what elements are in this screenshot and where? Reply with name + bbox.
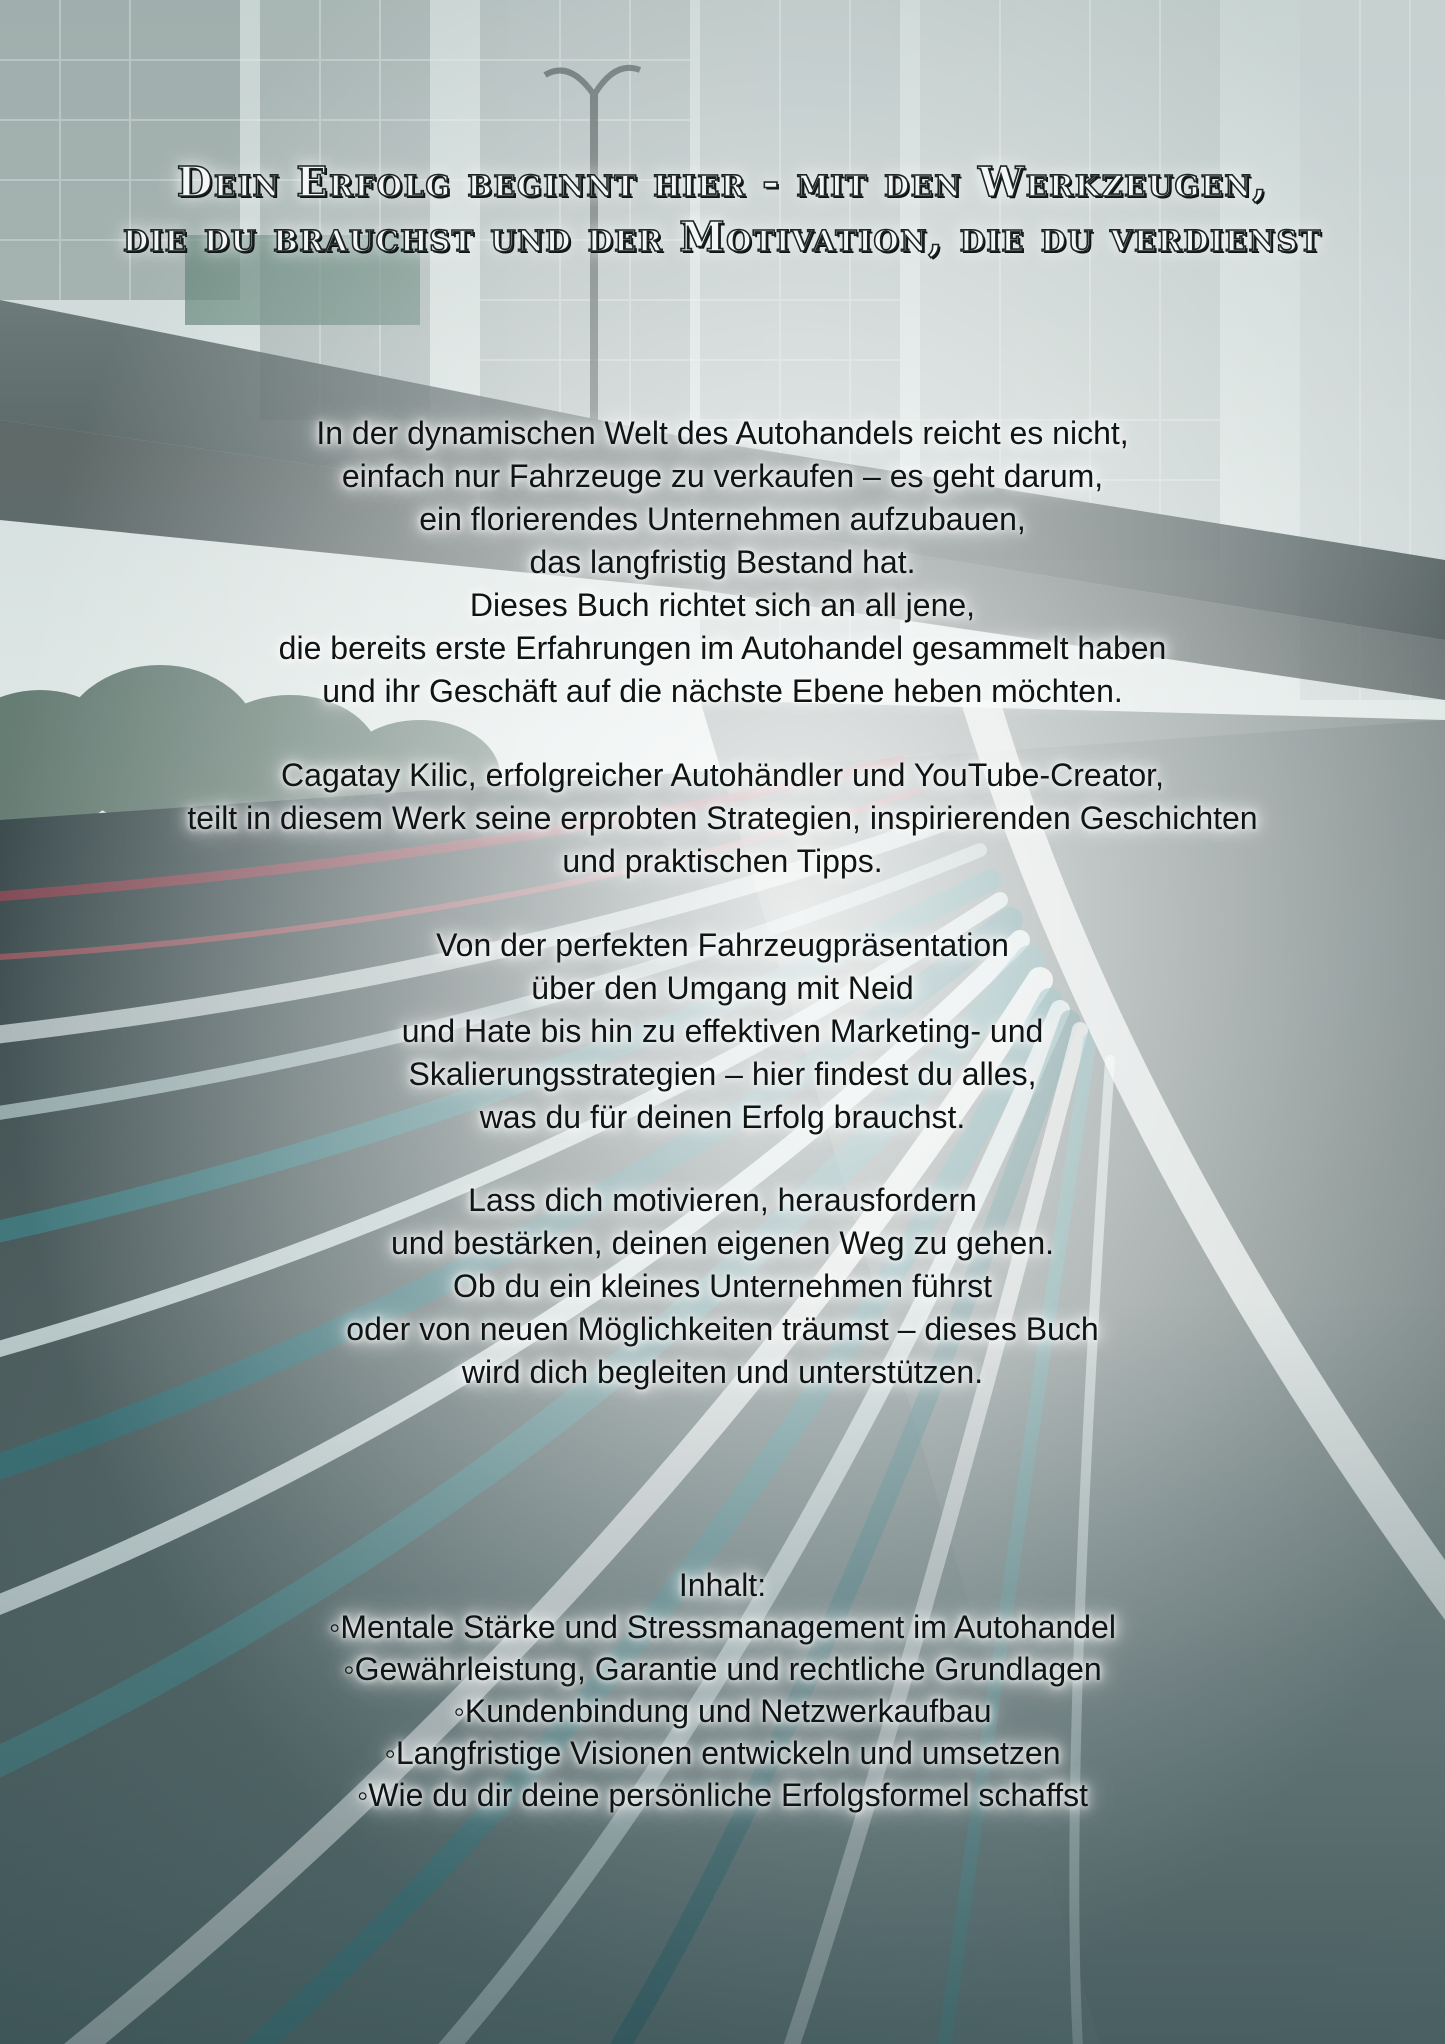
paragraph-line: und praktischen Tipps.	[562, 843, 883, 879]
contents-item: ◦Kundenbindung und Netzwerkaufbau	[453, 1693, 992, 1729]
contents-item: ◦Langfristige Visionen entwickeln und umsetzen	[384, 1735, 1061, 1771]
paragraph-line: einfach nur Fahrzeuge zu verkaufen – es geht darum,	[341, 458, 1104, 494]
contents-list	[0, 1564, 1445, 1816]
paragraph-line: und ihr Geschäft auf die nächste Ebene heben möchten.	[322, 673, 1123, 709]
contents-heading: Inhalt:	[678, 1567, 767, 1603]
paragraph-line: teilt in diesem Werk seine erprobten Strategien, inspirierenden Geschichten	[187, 800, 1258, 836]
headline-line-1: Dein Erfolg beginnt hier - mit den Werkzeugen,	[176, 158, 1269, 206]
motivation-paragraph	[0, 1179, 1445, 1394]
paragraph-line: wird dich begleiten und unterstützen.	[461, 1354, 984, 1390]
author-paragraph	[0, 754, 1445, 883]
paragraph-line: ein florierendes Unternehmen aufzubauen,	[419, 501, 1026, 537]
paragraph-line: In der dynamischen Welt des Autohandels reicht es nicht,	[316, 415, 1129, 451]
paragraph-line: Ob du ein kleines Unternehmen führst	[453, 1268, 992, 1304]
paragraph-line: Skalierungsstrategien – hier findest du alles,	[408, 1056, 1037, 1092]
paragraph-line: und bestärken, deinen eigenen Weg zu gehen.	[390, 1225, 1055, 1261]
contents-item: ◦Mentale Stärke und Stressmanagement im Autohandel	[329, 1609, 1116, 1645]
paragraph-line: Dieses Buch richtet sich an all jene,	[469, 587, 976, 623]
paragraph-line: und Hate bis hin zu effektiven Marketing- und	[401, 1013, 1044, 1049]
headline-line-2: die du brauchst und der Motivation, die du verdienst	[122, 213, 1323, 261]
paragraph-line: über den Umgang mit Neid	[531, 970, 914, 1006]
paragraph-line: Lass dich motivieren, herausfordern	[468, 1182, 977, 1218]
topics-paragraph	[0, 924, 1445, 1139]
intro-paragraph	[0, 412, 1445, 713]
paragraph-line: die bereits erste Erfahrungen im Autohandel gesammelt haben	[278, 630, 1167, 666]
paragraph-line: Cagatay Kilic, erfolgreicher Autohändler und YouTube-Creator,	[281, 757, 1164, 793]
paragraph-line: oder von neuen Möglichkeiten träumst – dieses Buch	[346, 1311, 1099, 1347]
contents-item: ◦Wie du dir deine persönliche Erfolgsformel schaffst	[356, 1777, 1089, 1813]
paragraph-line: Von der perfekten Fahrzeugpräsentation	[436, 927, 1009, 963]
paragraph-line: das langfristig Bestand hat.	[529, 544, 916, 580]
paragraph-line: was du für deinen Erfolg brauchst.	[479, 1099, 966, 1135]
contents-item: ◦Gewährleistung, Garantie und rechtliche Grundlagen	[343, 1651, 1102, 1687]
